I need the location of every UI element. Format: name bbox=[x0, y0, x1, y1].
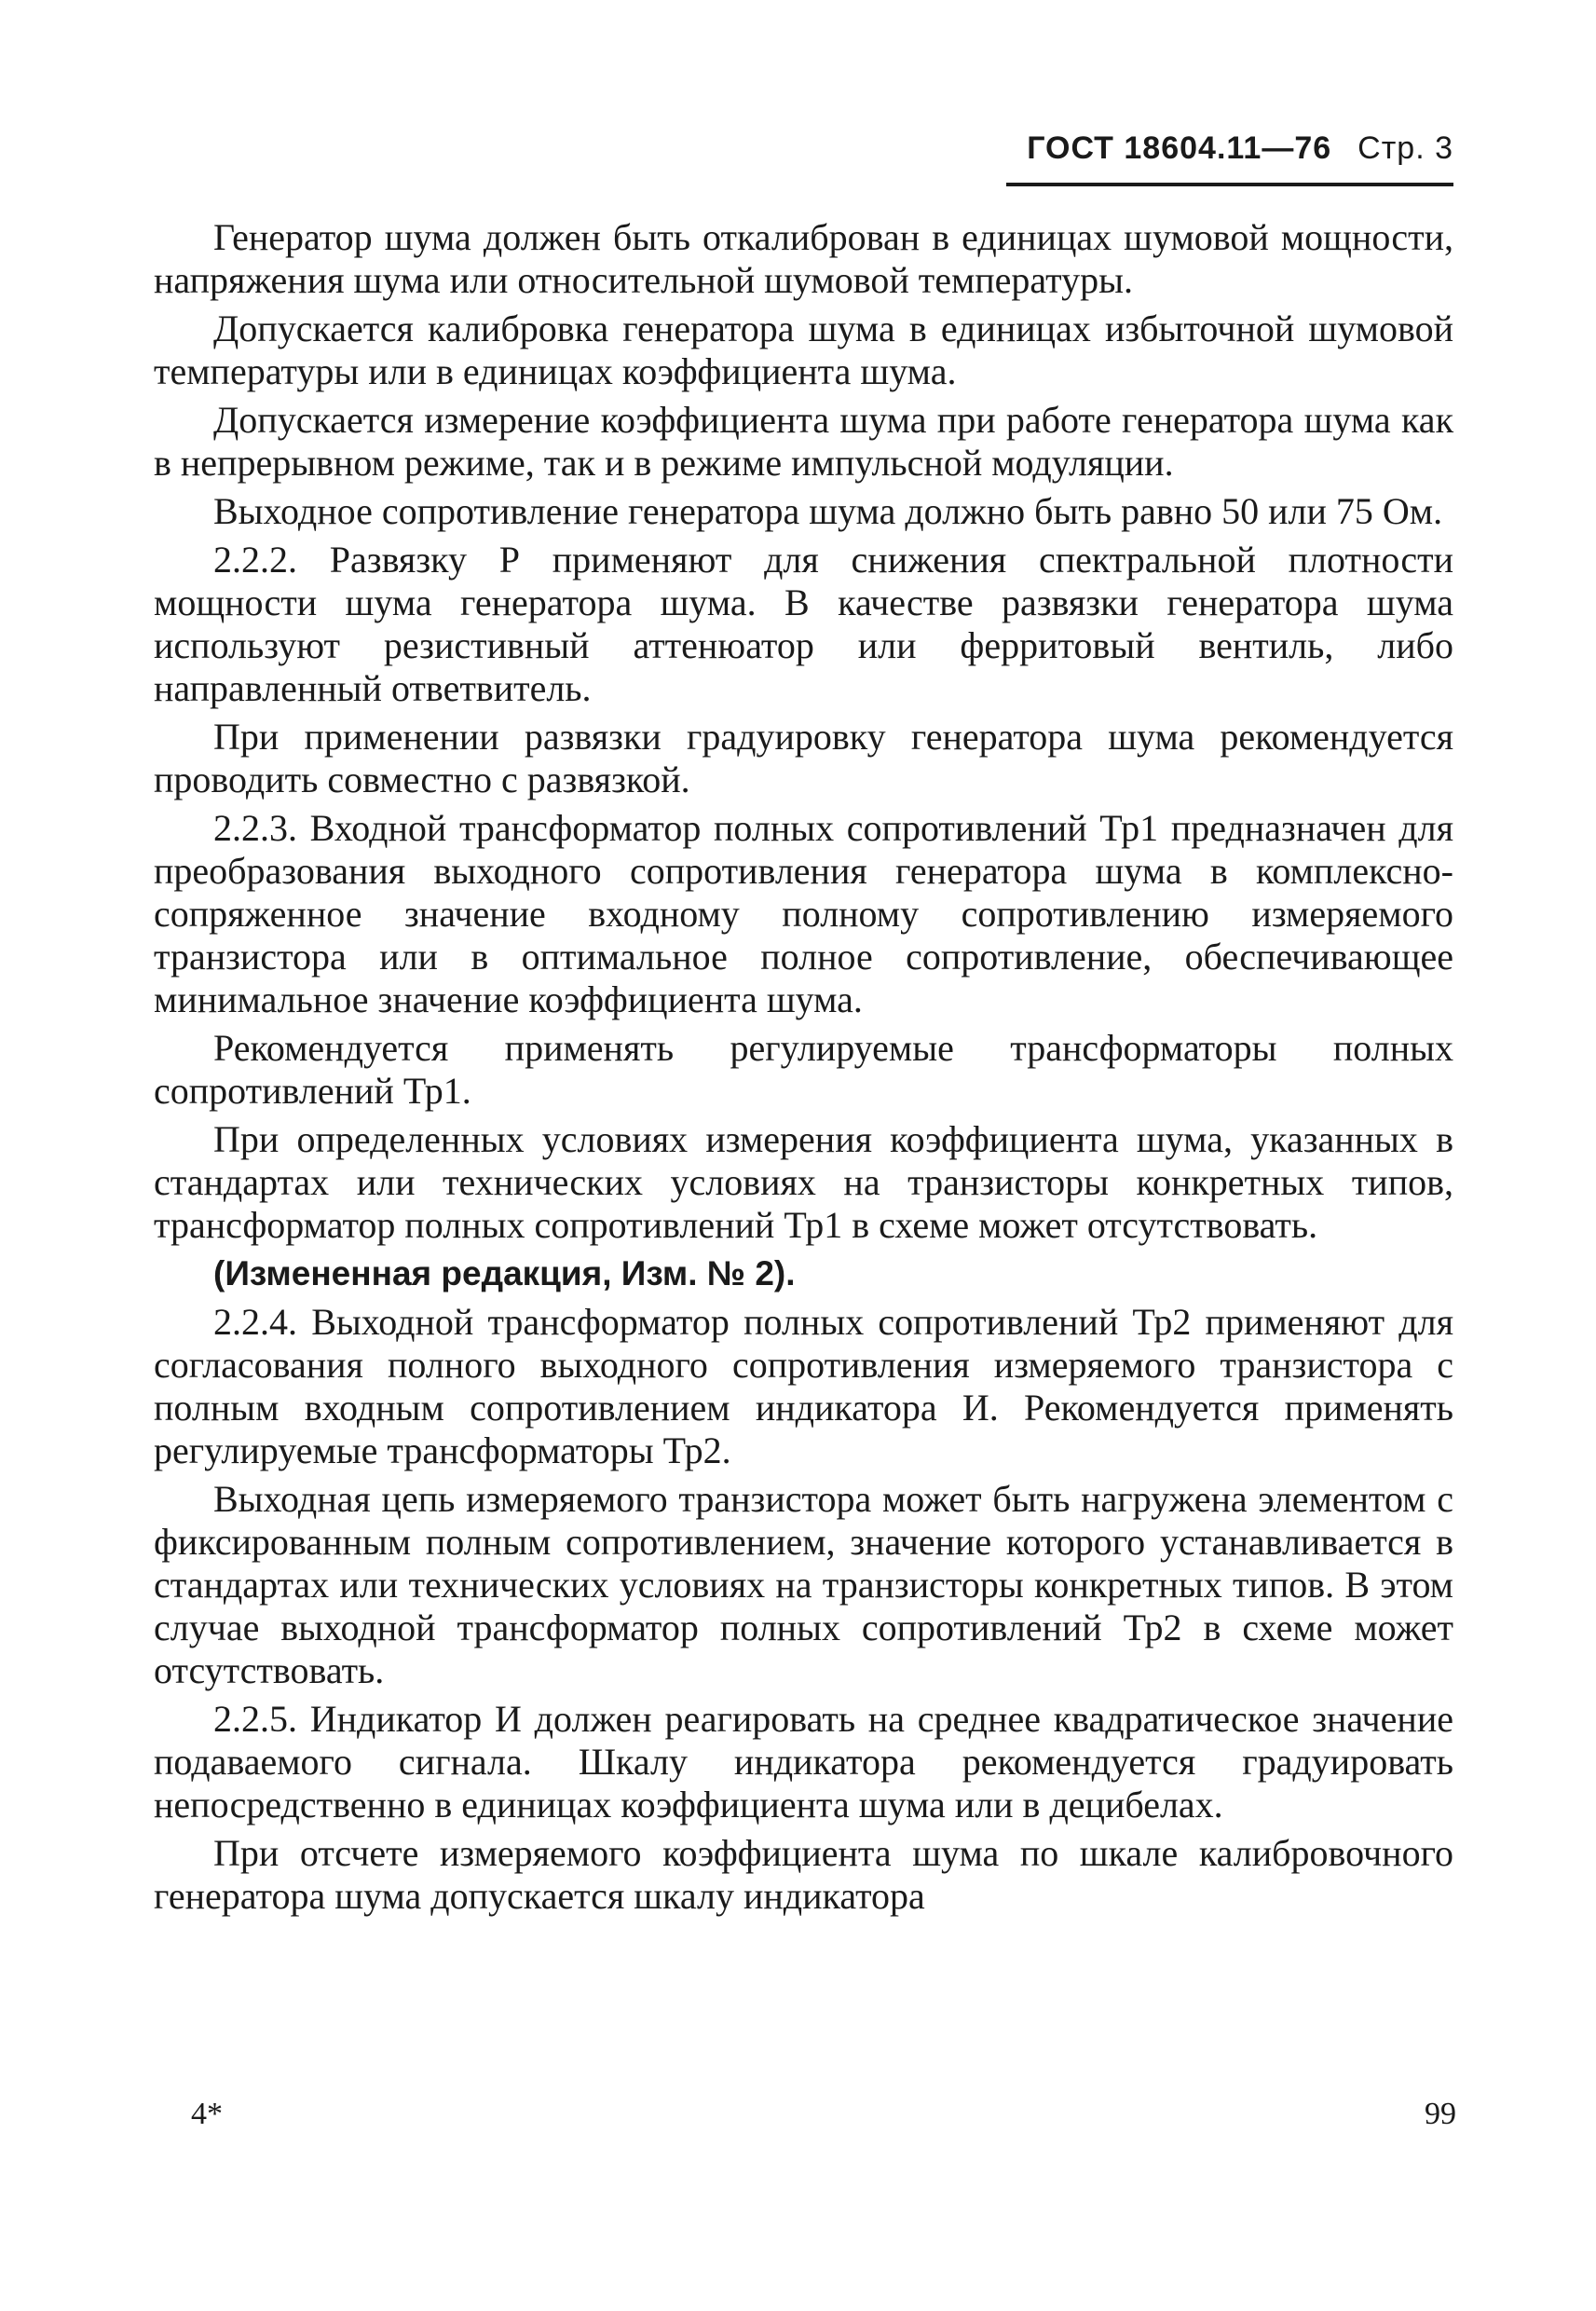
paragraph: Выходная цепь измеряемого транзистора может быть нагружена элементом с фиксированным полным сопротивлением, значение которого устанавливается в стандартах или технических условиях на транзисторы конкретных типов. В этом случае выходной трансформатор полных сопротивлений Тр2 в схеме может отсутствовать. bbox=[154, 1478, 1453, 1691]
paragraph: При определенных условиях измерения коэффициента шума, указанных в стандартах или технических условиях на транзисторы конкретных типов, трансформатор полных сопротивлений Тр1 в схеме может отсутствовать. bbox=[154, 1118, 1453, 1246]
paragraph: Рекомендуется применять регулируемые трансформаторы полных сопротивлений Тр1. bbox=[154, 1027, 1453, 1112]
paragraph: 2.2.4. Выходной трансформатор полных сопротивлений Тр2 применяют для согласования полного выходного сопротивления измеряемого транзистора с полным входным сопротивлением индикатора И. Рекомендуется применять регулируемые трансформаторы Тр2. bbox=[154, 1301, 1453, 1471]
signature-mark: 4* bbox=[191, 2097, 223, 2131]
paragraph: Выходное сопротивление генератора шума должно быть равно 50 или 75 Ом. bbox=[213, 490, 1443, 532]
paragraph: Допускается калибровка генератора шума в единицах избыточной шумовой температуры или в единицах коэффициента шума. bbox=[154, 308, 1453, 392]
header-text bbox=[1027, 130, 1453, 167]
paragraph: Допускается измерение коэффициента шума при работе генератора шума как в непрерывном режиме, так и в режиме импульсной модуляции. bbox=[154, 399, 1453, 484]
paragraph: 2.2.5. Индикатор И должен реагировать на среднее квадратическое значение подаваемого сигнала. Шкалу индикатора рекомендуется градуировать непосредственно в единицах коэффициента шума или в децибелах. bbox=[154, 1698, 1453, 1826]
paragraph: При отсчете измеряемого коэффициента шума по шкале калибровочного генератора шума допускается шкалу индикатора bbox=[154, 1832, 1453, 1917]
paragraph: Генератор шума должен быть откалиброван в единицах шумовой мощности, напряжения шума или относительной шумовой температуры. bbox=[154, 216, 1453, 301]
amendment-note: (Измененная редакция, Изм. № 2). bbox=[213, 1254, 796, 1292]
header-rule bbox=[1006, 183, 1453, 186]
paragraph: При применении развязки градуировку генератора шума рекомендуется проводить совместно с развязкой. bbox=[154, 716, 1453, 800]
page-header bbox=[1006, 130, 1453, 190]
page-label: Стр. 3 bbox=[1357, 130, 1453, 166]
paragraph: 2.2.3. Входной трансформатор полных сопротивлений Тр1 предназначен для преобразования выходного сопротивления генератора шума в комплексно-сопряженное значение входному полному сопротивлению измеряемого транзистора или в оптимальное полное сопротивление, обеспечивающее минимальное значение коэффициента шума. bbox=[154, 807, 1453, 1020]
page-body bbox=[154, 216, 1453, 1923]
standard-code: ГОСТ 18604.11—76 bbox=[1027, 130, 1332, 166]
paragraph: 2.2.2. Развязку Р применяют для снижения спектральной плотности мощности шума генератора шума. В качестве развязки генератора шума используют резистивный аттенюатор или ферритовый вентиль, либо направленный ответвитель. bbox=[154, 539, 1453, 709]
page-number: 99 bbox=[1425, 2097, 1456, 2131]
